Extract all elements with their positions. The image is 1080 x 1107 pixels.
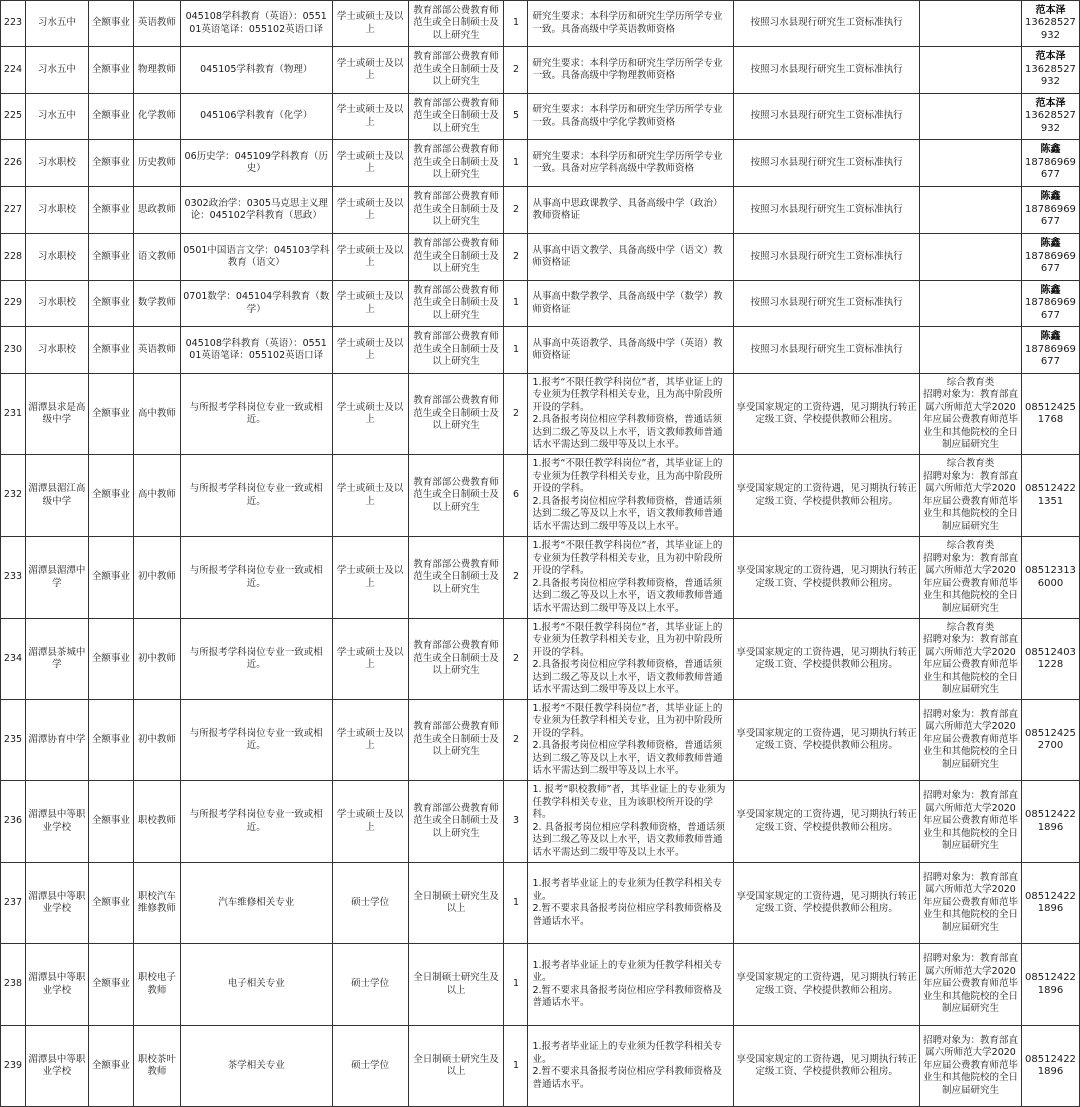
unit-name-cell: 湄潭县求是高级中学 bbox=[25, 374, 88, 455]
education-requirement-cell: 教育部部公费教育师范生或全日制硕士及以上研究生 bbox=[408, 94, 504, 140]
contact-cell bbox=[1021, 619, 1079, 700]
major-requirement-cell: 045108学科教育（英语）：055101英语笔译：055102英语口译 bbox=[180, 1, 332, 47]
major-requirement-cell: 与所报考学科岗位专业一致或相近。 bbox=[180, 455, 332, 537]
requirement-line: 1.报考“不限任教学科岗位”者，其毕业证上的专业须为任教学科相关专业，且为初中阶段所开设的学科。 bbox=[532, 540, 723, 576]
headcount-cell: 6 bbox=[504, 455, 528, 537]
other-requirement-cell bbox=[528, 455, 734, 537]
row-number-cell: 226 bbox=[1, 140, 26, 187]
row-number-cell: 227 bbox=[1, 187, 26, 234]
treatment-cell: 按照习水县现行研究生工资标准执行 bbox=[734, 281, 920, 327]
contact-phone: 13628527932 bbox=[1025, 110, 1076, 134]
contact-name: 范本泽 bbox=[1035, 51, 1066, 63]
post-name-cell: 职校电子教师 bbox=[133, 944, 180, 1026]
major-requirement-cell: 与所报考学科岗位专业一致或相近。 bbox=[180, 700, 332, 781]
requirement-line: 从事高中英语教学、具备高级中学（英语）教师资格证 bbox=[532, 337, 723, 361]
post-name-cell: 物理教师 bbox=[133, 47, 180, 94]
table-row bbox=[1, 1, 1080, 47]
unit-name-cell: 习水职校 bbox=[25, 327, 88, 374]
contact-phone: 18786969677 bbox=[1025, 203, 1076, 228]
requirement-line: 1.报考者毕业证上的专业须为任教学科相关专业。 bbox=[532, 1041, 723, 1065]
requirement-line: 从事高中思政课教学、具备高级中学（政治）教师资格证 bbox=[532, 197, 723, 221]
headcount-cell: 2 bbox=[504, 47, 528, 94]
requirement-line: 2.具备报考岗位相应学科教师资格，普通话须达到二级乙等及以上水平，语文教师教师普通话水平需达到二级甲等及以上水平。 bbox=[532, 495, 723, 532]
contact-phone: 085124251768 bbox=[1025, 401, 1076, 425]
remark-cell bbox=[920, 537, 1022, 619]
row-number-cell: 228 bbox=[1, 234, 26, 281]
contact-cell bbox=[1021, 281, 1079, 327]
unit-name-cell: 习水职校 bbox=[25, 187, 88, 234]
row-number-cell: 225 bbox=[1, 94, 26, 140]
staffing-type-cell: 全额事业 bbox=[88, 374, 133, 455]
staffing-type-cell: 全额事业 bbox=[88, 700, 133, 781]
remark-cell bbox=[920, 94, 1022, 140]
other-requirement-cell bbox=[528, 781, 734, 863]
remark-cell bbox=[920, 234, 1022, 281]
contact-name: 陈鑫 bbox=[1040, 144, 1061, 156]
row-number-cell: 235 bbox=[1, 700, 26, 781]
remark-cell bbox=[920, 863, 1022, 944]
treatment-cell: 享受国家规定的工资待遇，见习期执行转正定级工资、学校提供教师公租房。 bbox=[734, 537, 920, 619]
table-row bbox=[1, 944, 1080, 1026]
headcount-cell: 2 bbox=[504, 187, 528, 234]
education-requirement-cell: 全日制硕士研究生及以上 bbox=[408, 863, 504, 944]
staffing-type-cell: 全额事业 bbox=[88, 327, 133, 374]
education-requirement-cell: 教育部部公费教育师范生或全日制硕士及以上研究生 bbox=[408, 1, 504, 47]
contact-cell bbox=[1021, 1, 1079, 47]
requirement-line: 2.具备报考岗位相应学科教师资格，普通话须达到二级乙等及以上水平，语文教师教师普通话水平需达到二级甲等及以上水平。 bbox=[532, 577, 723, 614]
education-requirement-cell: 教育部部公费教育师范生或全日制硕士及以上研究生 bbox=[408, 781, 504, 863]
degree-requirement-cell: 学士或硕士及以上 bbox=[332, 781, 408, 863]
table-row bbox=[1, 281, 1080, 327]
education-requirement-cell: 教育部部公费教育师范生或全日制硕士及以上研究生 bbox=[408, 619, 504, 700]
table-row bbox=[1, 374, 1080, 455]
requirement-line: 从事高中语文教学、具备高级中学（语文）教师资格证 bbox=[532, 244, 723, 268]
remark-cell bbox=[920, 781, 1022, 863]
row-number-cell: 236 bbox=[1, 781, 26, 863]
post-name-cell: 语文教师 bbox=[133, 234, 180, 281]
table-row bbox=[1, 187, 1080, 234]
unit-name-cell: 湄潭县中等职业学校 bbox=[25, 944, 88, 1026]
staffing-type-cell: 全额事业 bbox=[88, 1, 133, 47]
remark-line: 招聘对象为：教育部直属六所师范大学2020年应届公费教育师范毕业生和其他院校的全日制应届研究生 bbox=[922, 790, 1018, 852]
remark-cell bbox=[920, 47, 1022, 94]
contact-cell bbox=[1021, 781, 1079, 863]
requirement-line: 1.报考“不限任教学科岗位”者，其毕业证上的专业须为任教学科相关专业，且为高中阶段所开设的学科。 bbox=[532, 376, 723, 413]
other-requirement-cell bbox=[528, 327, 734, 374]
post-name-cell: 高中教师 bbox=[133, 374, 180, 455]
unit-name-cell: 习水五中 bbox=[25, 94, 88, 140]
contact-cell bbox=[1021, 140, 1079, 187]
degree-requirement-cell: 学士或硕士及以上 bbox=[332, 700, 408, 781]
remark-line: 招聘对象为：教育部直属六所师范大学2020年应届公费教育师范毕业生和其他院校的全日制应届研究生 bbox=[922, 470, 1018, 532]
degree-requirement-cell: 学士或硕士及以上 bbox=[332, 47, 408, 94]
contact-phone: 085124252700 bbox=[1025, 727, 1076, 751]
unit-name-cell: 湄潭县中等职业学校 bbox=[25, 781, 88, 863]
post-name-cell: 初中教师 bbox=[133, 700, 180, 781]
requirement-line: 2.具备报考岗位相应学科教师资格，普通话须达到二级乙等及以上水平，语文教师教师普通话水平需达到二级甲等及以上水平。 bbox=[532, 659, 723, 695]
education-requirement-cell: 教育部部公费教育师范生或全日制硕士及以上研究生 bbox=[408, 47, 504, 94]
major-requirement-cell: 0501中国语言文学：045103学科教育（语文） bbox=[180, 234, 332, 281]
post-name-cell: 思政教师 bbox=[133, 187, 180, 234]
requirement-line: 1. 报考“职校教师”者，其毕业证上的专业须为任教学科相关专业，且为该职校所开设的学科。 bbox=[532, 784, 726, 820]
education-requirement-cell: 全日制硕士研究生及以上 bbox=[408, 1026, 504, 1107]
other-requirement-cell bbox=[528, 537, 734, 619]
headcount-cell: 1 bbox=[504, 1, 528, 47]
requirement-line: 1.报考者毕业证上的专业须为任教学科相关专业。 bbox=[532, 959, 723, 983]
education-requirement-cell: 全日制硕士研究生及以上 bbox=[408, 944, 504, 1026]
major-requirement-cell: 0302政治学：0305马克思主义理论：045102学科教育（思政） bbox=[180, 187, 332, 234]
degree-requirement-cell: 学士或硕士及以上 bbox=[332, 94, 408, 140]
other-requirement-cell bbox=[528, 1026, 734, 1107]
degree-requirement-cell: 学士或硕士及以上 bbox=[332, 234, 408, 281]
contact-cell bbox=[1021, 863, 1079, 944]
remark-line: 招聘对象为：教育部直属六所师范大学2020年应届公费教育师范毕业生和其他院校的全日制应届研究生 bbox=[922, 953, 1018, 1015]
table-row bbox=[1, 94, 1080, 140]
post-name-cell: 化学教师 bbox=[133, 94, 180, 140]
staffing-type-cell: 全额事业 bbox=[88, 1026, 133, 1107]
education-requirement-cell: 教育部部公费教育师范生或全日制硕士及以上研究生 bbox=[408, 140, 504, 187]
degree-requirement-cell: 学士或硕士及以上 bbox=[332, 374, 408, 455]
requirement-line: 2.暂不要求具备报考岗位相应学科教师资格及普通话水平。 bbox=[532, 903, 723, 927]
degree-requirement-cell: 学士或硕士及以上 bbox=[332, 327, 408, 374]
row-number-cell: 233 bbox=[1, 537, 26, 619]
contact-name: 陈鑫 bbox=[1040, 238, 1061, 250]
headcount-cell: 1 bbox=[504, 140, 528, 187]
unit-name-cell: 习水五中 bbox=[25, 1, 88, 47]
degree-requirement-cell: 学士或硕士及以上 bbox=[332, 619, 408, 700]
requirement-line: 研究生要求：本科学历和研究生学历所学专业一致。具备高级中学物理教师资格 bbox=[532, 57, 723, 81]
remark-cell bbox=[920, 1, 1022, 47]
headcount-cell: 2 bbox=[504, 700, 528, 781]
treatment-cell: 按照习水县现行研究生工资标准执行 bbox=[734, 94, 920, 140]
treatment-cell: 享受国家规定的工资待遇，见习期执行转正定级工资、学校提供教师公租房。 bbox=[734, 781, 920, 863]
headcount-cell: 2 bbox=[504, 374, 528, 455]
treatment-cell: 享受国家规定的工资待遇，见习期执行转正定级工资、学校提供教师公租房。 bbox=[734, 455, 920, 537]
table-body bbox=[1, 1, 1080, 1107]
staffing-type-cell: 全额事业 bbox=[88, 781, 133, 863]
remark-line: 招聘对象为：教育部直属六所师范大学2020年应届公费教育师范毕业生和其他院校的全日制应届研究生 bbox=[922, 552, 1018, 614]
contact-name: 范本泽 bbox=[1035, 4, 1066, 16]
staffing-type-cell: 全额事业 bbox=[88, 619, 133, 700]
requirement-line: 1.报考者毕业证上的专业须为任教学科相关专业。 bbox=[532, 878, 723, 902]
education-requirement-cell: 教育部部公费教育师范生或全日制硕士及以上研究生 bbox=[408, 187, 504, 234]
treatment-cell: 享受国家规定的工资待遇，见习期执行转正定级工资、学校提供教师公租房。 bbox=[734, 374, 920, 455]
post-name-cell: 初中教师 bbox=[133, 619, 180, 700]
row-number-cell: 230 bbox=[1, 327, 26, 374]
staffing-type-cell: 全额事业 bbox=[88, 863, 133, 944]
headcount-cell: 2 bbox=[504, 619, 528, 700]
major-requirement-cell: 茶学相关专业 bbox=[180, 1026, 332, 1107]
other-requirement-cell bbox=[528, 234, 734, 281]
staffing-type-cell: 全额事业 bbox=[88, 455, 133, 537]
contact-phone: 085123136000 bbox=[1025, 565, 1076, 589]
education-requirement-cell: 教育部部公费教育师范生或全日制硕士及以上研究生 bbox=[408, 455, 504, 537]
post-name-cell: 英语教师 bbox=[133, 1, 180, 47]
treatment-cell: 享受国家规定的工资待遇，见习期执行转正定级工资、学校提供教师公租房。 bbox=[734, 700, 920, 781]
unit-name-cell: 湄潭县湄潭中学 bbox=[25, 537, 88, 619]
remark-line: 综合教育类 bbox=[946, 621, 995, 633]
contact-name: 陈鑫 bbox=[1040, 191, 1061, 203]
requirement-line: 2.具备报考岗位相应学科教师资格，普通话须达到二级乙等及以上水平，语文教师教师普通话水平需达到二级甲等及以上水平。 bbox=[532, 740, 723, 776]
row-number-cell: 238 bbox=[1, 944, 26, 1026]
major-requirement-cell: 0701数学：045104学科教育（数学） bbox=[180, 281, 332, 327]
other-requirement-cell bbox=[528, 700, 734, 781]
degree-requirement-cell: 学士或硕士及以上 bbox=[332, 455, 408, 537]
contact-cell bbox=[1021, 1026, 1079, 1107]
post-name-cell: 高中教师 bbox=[133, 455, 180, 537]
treatment-cell: 享受国家规定的工资待遇，见习期执行转正定级工资、学校提供教师公租房。 bbox=[734, 944, 920, 1026]
major-requirement-cell: 与所报考学科岗位专业一致或相近。 bbox=[180, 374, 332, 455]
education-requirement-cell: 教育部部公费教育师范生或全日制硕士及以上研究生 bbox=[408, 374, 504, 455]
requirement-line: 研究生要求：本科学历和研究生学历所学专业一致。具备高级中学化学教师资格 bbox=[532, 104, 723, 128]
treatment-cell: 按照习水县现行研究生工资标准执行 bbox=[734, 187, 920, 234]
treatment-cell: 按照习水县现行研究生工资标准执行 bbox=[734, 1, 920, 47]
contact-phone: 18786969677 bbox=[1025, 343, 1076, 368]
remark-line: 综合教育类 bbox=[946, 458, 995, 469]
contact-phone: 18786969677 bbox=[1025, 250, 1076, 275]
major-requirement-cell: 与所报考学科岗位专业一致或相近。 bbox=[180, 537, 332, 619]
other-requirement-cell bbox=[528, 619, 734, 700]
staffing-type-cell: 全额事业 bbox=[88, 140, 133, 187]
unit-name-cell: 习水职校 bbox=[25, 234, 88, 281]
other-requirement-cell bbox=[528, 47, 734, 94]
table-row bbox=[1, 863, 1080, 944]
degree-requirement-cell: 硕士学位 bbox=[332, 944, 408, 1026]
staffing-type-cell: 全额事业 bbox=[88, 47, 133, 94]
major-requirement-cell: 045108学科教育（英语）：055101英语笔译：055102英语口译 bbox=[180, 327, 332, 374]
major-requirement-cell: 06历史学：045109学科教育（历史） bbox=[180, 140, 332, 187]
remark-cell bbox=[920, 619, 1022, 700]
treatment-cell: 享受国家规定的工资待遇，见习期执行转正定级工资、学校提供教师公租房。 bbox=[734, 619, 920, 700]
post-name-cell: 历史教师 bbox=[133, 140, 180, 187]
treatment-cell: 享受国家规定的工资待遇，见习期执行转正定级工资、学校提供教师公租房。 bbox=[734, 863, 920, 944]
contact-cell bbox=[1021, 944, 1079, 1026]
requirement-line: 2.具备报考岗位相应学科教师资格，普通话须达到二级乙等及以上水平，语文教师教师普通话水平需达到二级甲等及以上水平。 bbox=[532, 414, 723, 450]
requirement-line: 研究生要求：本科学历和研究生学历所学专业一致。具备高级中学英语教师资格 bbox=[532, 11, 723, 35]
contact-cell bbox=[1021, 94, 1079, 140]
headcount-cell: 3 bbox=[504, 781, 528, 863]
table-row bbox=[1, 700, 1080, 781]
row-number-cell: 223 bbox=[1, 1, 26, 47]
unit-name-cell: 湄潭县中等职业学校 bbox=[25, 1026, 88, 1107]
contact-phone: 085124221896 bbox=[1025, 890, 1076, 914]
headcount-cell: 5 bbox=[504, 94, 528, 140]
remark-cell bbox=[920, 944, 1022, 1026]
education-requirement-cell: 教育部部公费教育师范生或全日制硕士及以上研究生 bbox=[408, 537, 504, 619]
table-row bbox=[1, 140, 1080, 187]
major-requirement-cell: 045106学科教育（化学） bbox=[180, 94, 332, 140]
treatment-cell: 享受国家规定的工资待遇，见习期执行转正定级工资、学校提供教师公租房。 bbox=[734, 1026, 920, 1107]
staffing-type-cell: 全额事业 bbox=[88, 944, 133, 1026]
education-requirement-cell: 教育部部公费教育师范生或全日制硕士及以上研究生 bbox=[408, 234, 504, 281]
contact-phone: 085124221896 bbox=[1025, 809, 1076, 833]
unit-name-cell: 湄潭协育中学 bbox=[25, 700, 88, 781]
remark-cell bbox=[920, 455, 1022, 537]
contact-name: 陈鑫 bbox=[1040, 331, 1061, 343]
degree-requirement-cell: 学士或硕士及以上 bbox=[332, 281, 408, 327]
treatment-cell: 按照习水县现行研究生工资标准执行 bbox=[734, 327, 920, 374]
unit-name-cell: 习水五中 bbox=[25, 47, 88, 94]
contact-cell bbox=[1021, 700, 1079, 781]
other-requirement-cell bbox=[528, 140, 734, 187]
remark-cell bbox=[920, 374, 1022, 455]
headcount-cell: 1 bbox=[504, 1026, 528, 1107]
contact-cell bbox=[1021, 455, 1079, 537]
remark-cell bbox=[920, 187, 1022, 234]
remark-cell bbox=[920, 140, 1022, 187]
contact-phone: 085124221896 bbox=[1025, 1053, 1076, 1077]
degree-requirement-cell: 学士或硕士及以上 bbox=[332, 140, 408, 187]
treatment-cell: 按照习水县现行研究生工资标准执行 bbox=[734, 234, 920, 281]
other-requirement-cell bbox=[528, 281, 734, 327]
post-name-cell: 职校汽车维修教师 bbox=[133, 863, 180, 944]
contact-name: 陈鑫 bbox=[1040, 284, 1061, 296]
staffing-type-cell: 全额事业 bbox=[88, 94, 133, 140]
table-row bbox=[1, 47, 1080, 94]
contact-phone: 13628527932 bbox=[1025, 17, 1076, 41]
unit-name-cell: 湄潭县湄江高级中学 bbox=[25, 455, 88, 537]
requirement-line: 1.报考“不限任教学科岗位”者，其毕业证上的专业须为任教学科相关专业，且为初中阶段所开设的学科。 bbox=[532, 702, 723, 739]
contact-name: 范本泽 bbox=[1035, 97, 1066, 109]
other-requirement-cell bbox=[528, 863, 734, 944]
degree-requirement-cell: 学士或硕士及以上 bbox=[332, 187, 408, 234]
remark-line: 综合教育类 bbox=[946, 376, 995, 388]
remark-line: 招聘对象为：教育部直属六所师范大学2020年应届公费教育师范毕业生和其他院校的全日制应届研究生 bbox=[922, 634, 1018, 695]
contact-phone: 085124031228 bbox=[1025, 646, 1076, 670]
row-number-cell: 237 bbox=[1, 863, 26, 944]
row-number-cell: 231 bbox=[1, 374, 26, 455]
contact-phone: 18786969677 bbox=[1025, 297, 1076, 321]
staffing-type-cell: 全额事业 bbox=[88, 234, 133, 281]
table-row bbox=[1, 537, 1080, 619]
post-name-cell: 英语教师 bbox=[133, 327, 180, 374]
table-row bbox=[1, 619, 1080, 700]
contact-phone: 085124221896 bbox=[1025, 972, 1076, 996]
headcount-cell: 2 bbox=[504, 234, 528, 281]
unit-name-cell: 湄潭县茶城中学 bbox=[25, 619, 88, 700]
degree-requirement-cell: 硕士学位 bbox=[332, 1026, 408, 1107]
treatment-cell: 按照习水县现行研究生工资标准执行 bbox=[734, 47, 920, 94]
contact-cell bbox=[1021, 234, 1079, 281]
other-requirement-cell bbox=[528, 94, 734, 140]
degree-requirement-cell: 学士或硕士及以上 bbox=[332, 1, 408, 47]
other-requirement-cell bbox=[528, 1, 734, 47]
remark-cell bbox=[920, 281, 1022, 327]
row-number-cell: 229 bbox=[1, 281, 26, 327]
remark-cell bbox=[920, 1026, 1022, 1107]
degree-requirement-cell: 硕士学位 bbox=[332, 863, 408, 944]
requirement-line: 从事高中数学教学、具备高级中学（数学）教师资格证 bbox=[532, 291, 723, 315]
remark-line: 招聘对象为：教育部直属六所师范大学2020年应届公费教育师范毕业生和其他院校的全日制应届研究生 bbox=[922, 389, 1018, 450]
education-requirement-cell: 教育部部公费教育师范生或全日制硕士及以上研究生 bbox=[408, 327, 504, 374]
table-row bbox=[1, 327, 1080, 374]
requirement-line: 2.暂不要求具备报考岗位相应学科教师资格及普通话水平。 bbox=[532, 984, 723, 1008]
major-requirement-cell: 汽车维修相关专业 bbox=[180, 863, 332, 944]
table-row bbox=[1, 234, 1080, 281]
major-requirement-cell: 045105学科教育（物理） bbox=[180, 47, 332, 94]
remark-cell bbox=[920, 700, 1022, 781]
education-requirement-cell: 教育部部公费教育师范生或全日制硕士及以上研究生 bbox=[408, 700, 504, 781]
requirement-line: 2.暂不要求具备报考岗位相应学科教师资格及普通话水平。 bbox=[532, 1066, 723, 1090]
row-number-cell: 239 bbox=[1, 1026, 26, 1107]
major-requirement-cell: 与所报考学科岗位专业一致或相近。 bbox=[180, 619, 332, 700]
contact-phone: 085124221351 bbox=[1025, 483, 1076, 507]
unit-name-cell: 习水职校 bbox=[25, 281, 88, 327]
row-number-cell: 234 bbox=[1, 619, 26, 700]
other-requirement-cell bbox=[528, 374, 734, 455]
row-number-cell: 232 bbox=[1, 455, 26, 537]
contact-cell bbox=[1021, 537, 1079, 619]
other-requirement-cell bbox=[528, 187, 734, 234]
remark-line: 招聘对象为：教育部直属六所师范大学2020年应届公费教育师范毕业生和其他院校的全日制应届研究生 bbox=[922, 871, 1018, 933]
post-name-cell: 职校教师 bbox=[133, 781, 180, 863]
unit-name-cell: 湄潭县中等职业学校 bbox=[25, 863, 88, 944]
contact-cell bbox=[1021, 327, 1079, 374]
remark-cell bbox=[920, 327, 1022, 374]
requirement-line: 研究生要求：本科学历和研究生学历所学专业一致。具备对应学科高级中学教师资格 bbox=[532, 150, 723, 174]
post-name-cell: 数学教师 bbox=[133, 281, 180, 327]
row-number-cell: 224 bbox=[1, 47, 26, 94]
table-row bbox=[1, 781, 1080, 863]
major-requirement-cell: 与所报考学科岗位专业一致或相近。 bbox=[180, 781, 332, 863]
headcount-cell: 1 bbox=[504, 327, 528, 374]
post-name-cell: 初中教师 bbox=[133, 537, 180, 619]
contact-cell bbox=[1021, 47, 1079, 94]
table-row bbox=[1, 455, 1080, 537]
contact-phone: 13628527932 bbox=[1025, 63, 1076, 88]
education-requirement-cell: 教育部部公费教育师范生或全日制硕士及以上研究生 bbox=[408, 281, 504, 327]
headcount-cell: 2 bbox=[504, 537, 528, 619]
treatment-cell: 按照习水县现行研究生工资标准执行 bbox=[734, 140, 920, 187]
requirement-line: 1.报考“不限任教学科岗位”者，其毕业证上的专业须为任教学科相关专业，且为高中阶段所开设的学科。 bbox=[532, 458, 723, 494]
major-requirement-cell: 电子相关专业 bbox=[180, 944, 332, 1026]
remark-line: 招聘对象为：教育部直属六所师范大学2020年应届公费教育师范毕业生和其他院校的全日制应届研究生 bbox=[922, 708, 1018, 770]
remark-line: 招聘对象为：教育部直属六所师范大学2020年应届公费教育师范毕业生和其他院校的全日制应届研究生 bbox=[922, 1034, 1018, 1096]
other-requirement-cell bbox=[528, 944, 734, 1026]
requirement-line: 1.报考“不限任教学科岗位”者，其毕业证上的专业须为任教学科相关专业，且为初中阶段所开设的学科。 bbox=[532, 621, 723, 658]
contact-phone: 18786969677 bbox=[1025, 156, 1076, 181]
contact-cell bbox=[1021, 374, 1079, 455]
requirement-line: 2. 具备报考岗位相应学科教师资格，普通话须达到二级乙等及以上水平，语文教师教师普通话水平需达到二级甲等及以上水平。 bbox=[532, 821, 726, 858]
headcount-cell: 1 bbox=[504, 944, 528, 1026]
staffing-type-cell: 全额事业 bbox=[88, 537, 133, 619]
table-row bbox=[1, 1026, 1080, 1107]
headcount-cell: 1 bbox=[504, 863, 528, 944]
post-name-cell: 职校茶叶教师 bbox=[133, 1026, 180, 1107]
contact-cell bbox=[1021, 187, 1079, 234]
headcount-cell: 1 bbox=[504, 281, 528, 327]
remark-line: 综合教育类 bbox=[946, 540, 995, 551]
degree-requirement-cell: 学士或硕士及以上 bbox=[332, 537, 408, 619]
staffing-type-cell: 全额事业 bbox=[88, 187, 133, 234]
staffing-type-cell: 全额事业 bbox=[88, 281, 133, 327]
unit-name-cell: 习水职校 bbox=[25, 140, 88, 187]
